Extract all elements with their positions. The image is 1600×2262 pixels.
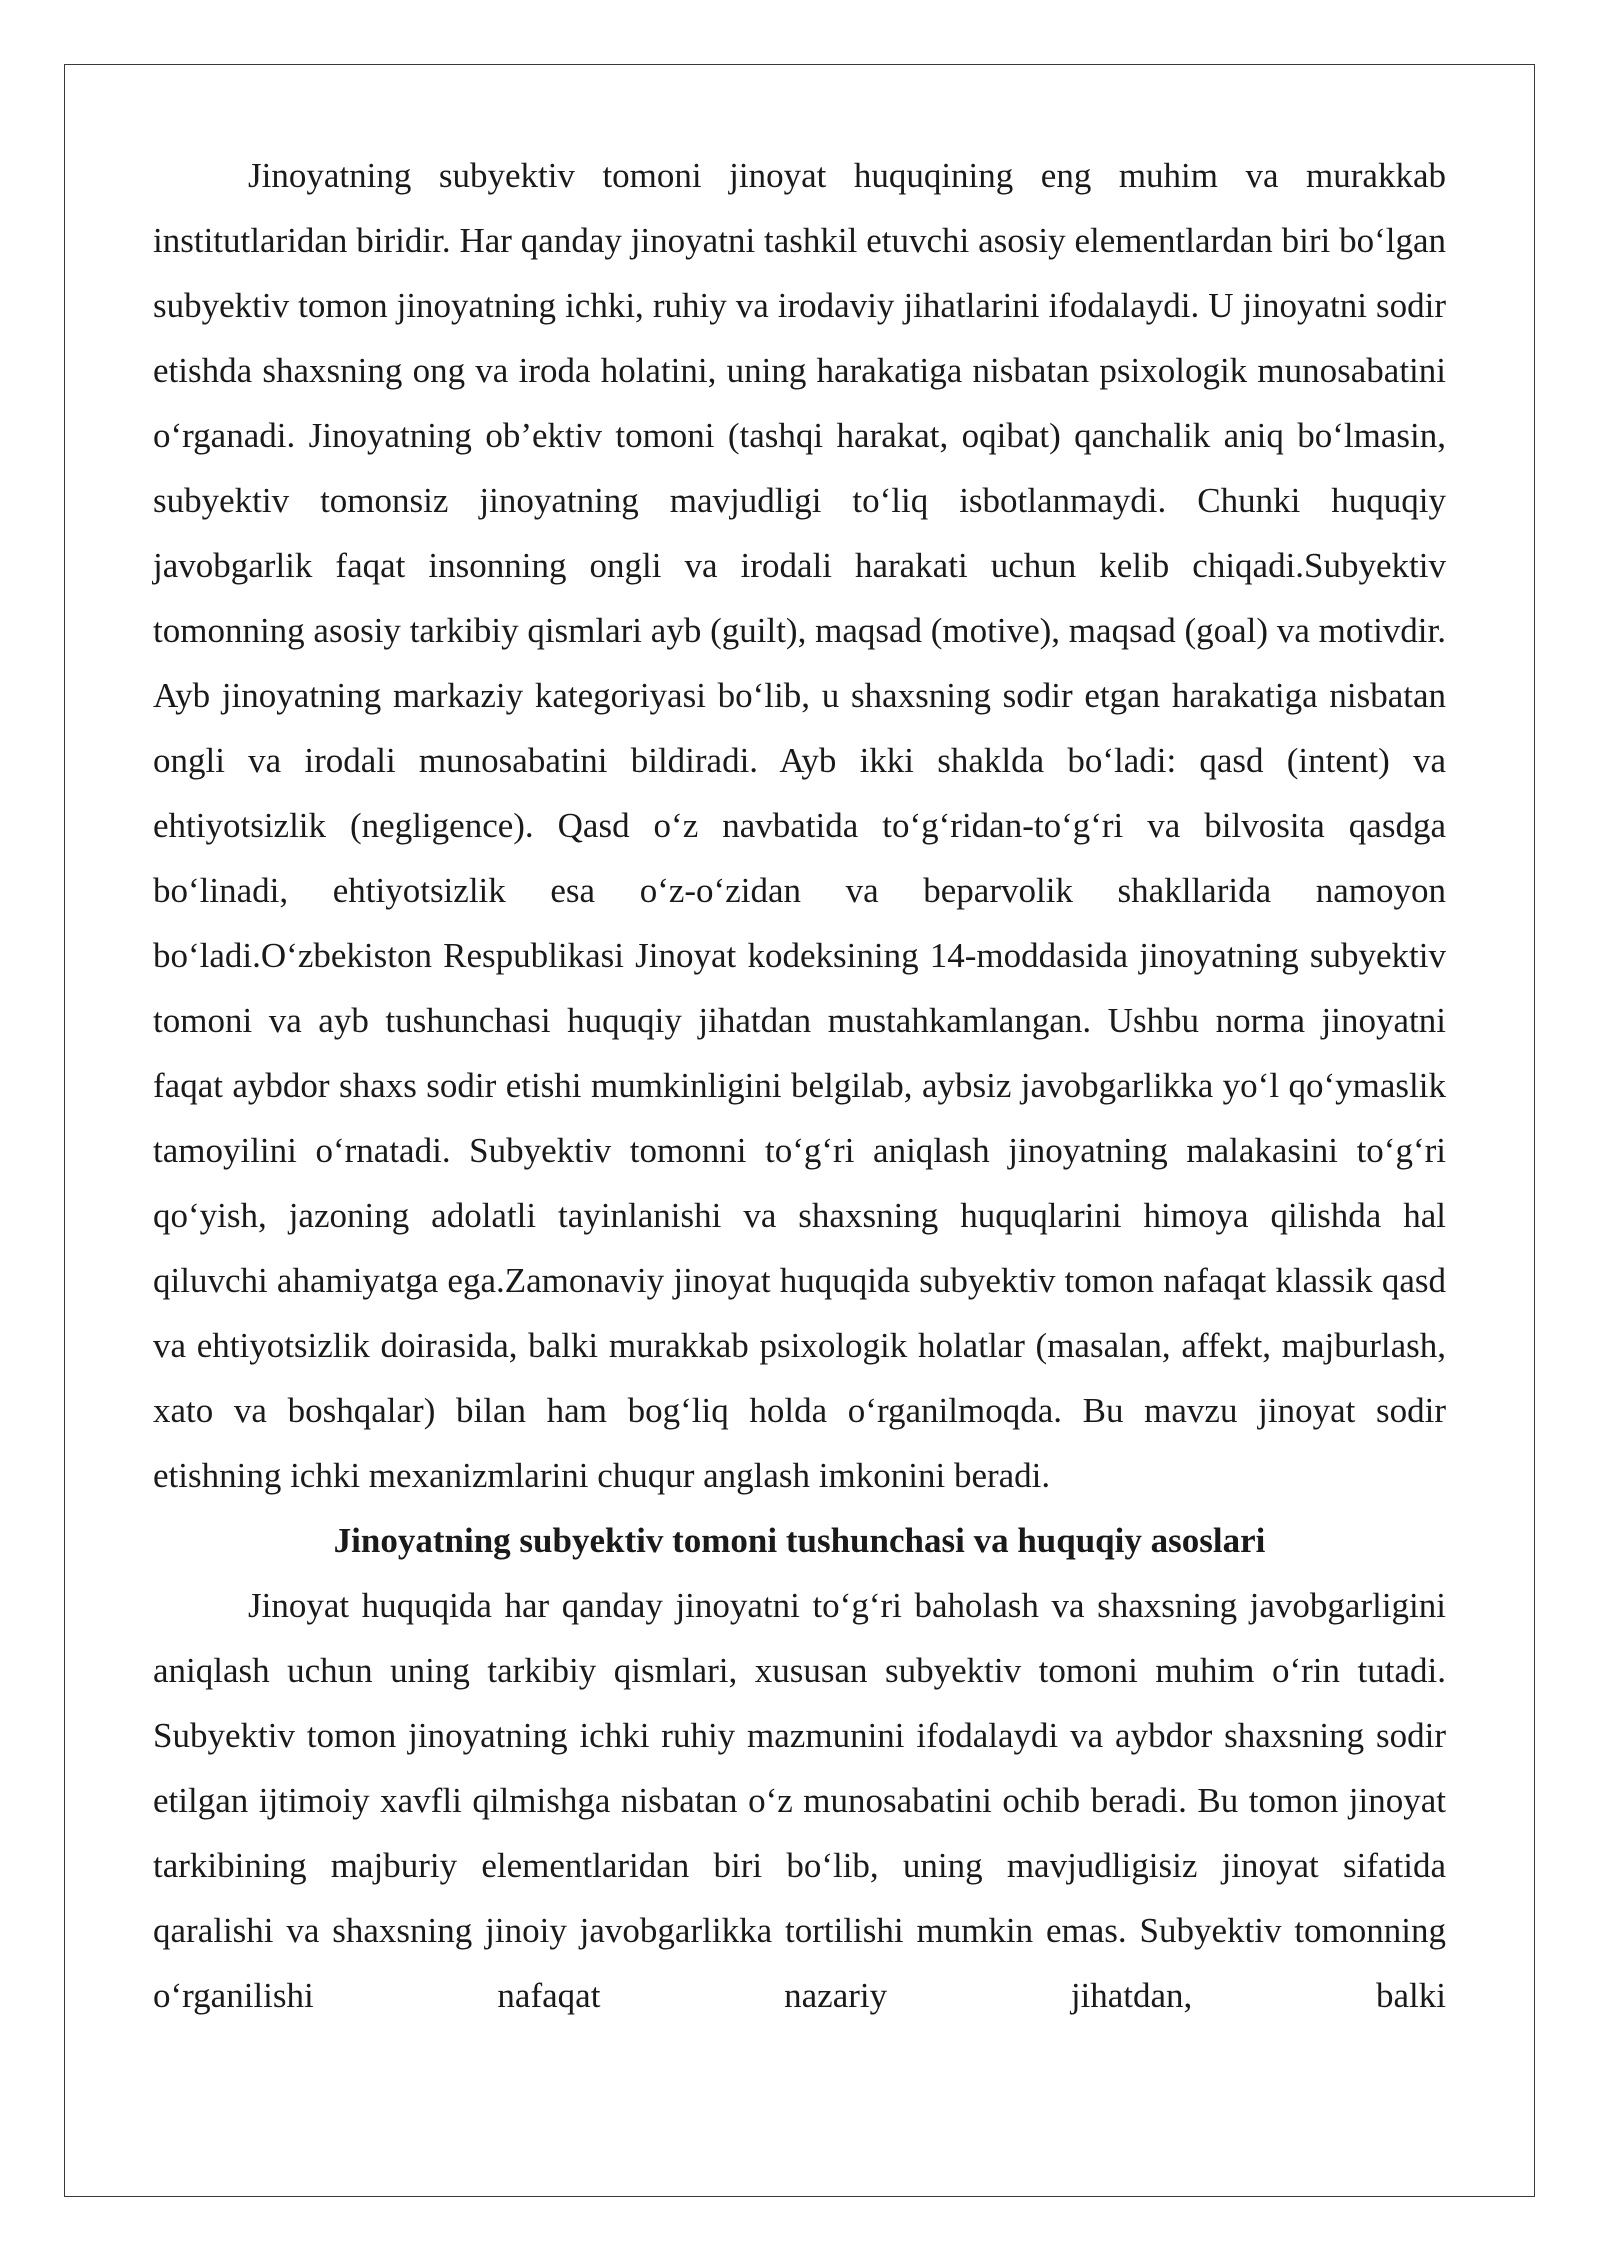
document-body [153, 143, 1446, 2028]
intro-paragraph: Jinoyatning subyektiv tomoni jinoyat huquqining eng muhim va murakkab institutlaridan biridir. Har qanday jinoyatni tashkil etuvchi asosiy elementlardan biri bo‘lgan subyektiv tomon jinoyatning ichki, ruhiy va irodaviy jihatlarini ifodalaydi. U jinoyatni sodir etishda shaxsning ong va iroda holatini, uning harakatiga nisbatan psixologik munosabatini o‘rganadi. Jinoyatning ob’ektiv tomoni (tashqi harakat, oqibat) qanchalik aniq bo‘lmasin, subyektiv tomonsiz jinoyatning mavjudligi to‘liq isbotlanmaydi. Chunki huquqiy javobgarlik faqat insonning ongli va irodali harakati uchun kelib chiqadi.Subyektiv tomonning asosiy tarkibiy qismlari ayb (guilt), maqsad (motive), maqsad (goal) va motivdir. Ayb jinoyatning markaziy kategoriyasi bo‘lib, u shaxsning sodir etgan harakatiga nisbatan ongli va irodali munosabatini bildiradi. Ayb ikki shaklda bo‘ladi: qasd (intent) va ehtiyotsizlik (negligence). Qasd o‘z navbatida to‘g‘ridan-to‘g‘ri va bilvosita qasdga bo‘linadi, ehtiyotsizlik esa o‘z-o‘zidan va beparvolik shakllarida namoyon bo‘ladi.O‘zbekiston Respublikasi Jinoyat kodeksining 14-moddasida jinoyatning subyektiv tomoni va ayb tushunchasi huquqiy jihatdan mustahkamlangan. Ushbu norma jinoyatni faqat aybdor shaxs sodir etishi mumkinligini belgilab, aybsiz javobgarlikka yo‘l qo‘ymaslik tamoyilini o‘rnatadi. Subyektiv tomonni to‘g‘ri aniqlash jinoyatning malakasini to‘g‘ri qo‘yish, jazoning adolatli tayinlanishi va shaxsning huquqlarini himoya qilishda hal qiluvchi ahamiyatga ega.Zamonaviy jinoyat huquqida subyektiv tomon nafaqat klassik qasd va ehtiyotsizlik doirasida, balki murakkab psixologik holatlar (masalan, affekt, majburlash, xato va boshqalar) bilan ham bog‘liq holda o‘rganilmoqda. Bu mavzu jinoyat sodir etishning ichki mexanizmlarini chuqur anglash imkonini beradi. [153, 156, 1446, 1495]
section-heading: Jinoyatning subyektiv tomoni tushunchasi va huquqiy asoslari [333, 1521, 1266, 1560]
section-paragraph: Jinoyat huquqida har qanday jinoyatni to‘g‘ri baholash va shaxsning javobgarligini aniqlash uchun uning tarkibiy qismlari, xususan subyektiv tomoni muhim o‘rin tutadi. Subyektiv tomon jinoyatning ichki ruhiy mazmunini ifodalaydi va aybdor shaxsning sodir etilgan ijtimoiy xavfli qilmishga nisbatan o‘z munosabatini ochib beradi. Bu tomon jinoyat tarkibining majburiy elementlaridan biri bo‘lib, uning mavjudligisiz jinoyat sifatida qaralishi va shaxsning jinoiy javobgarlikka tortilishi mumkin emas. Subyektiv tomonning o‘rganilishi nafaqat nazariy jihatdan, balki [153, 1586, 1446, 2015]
